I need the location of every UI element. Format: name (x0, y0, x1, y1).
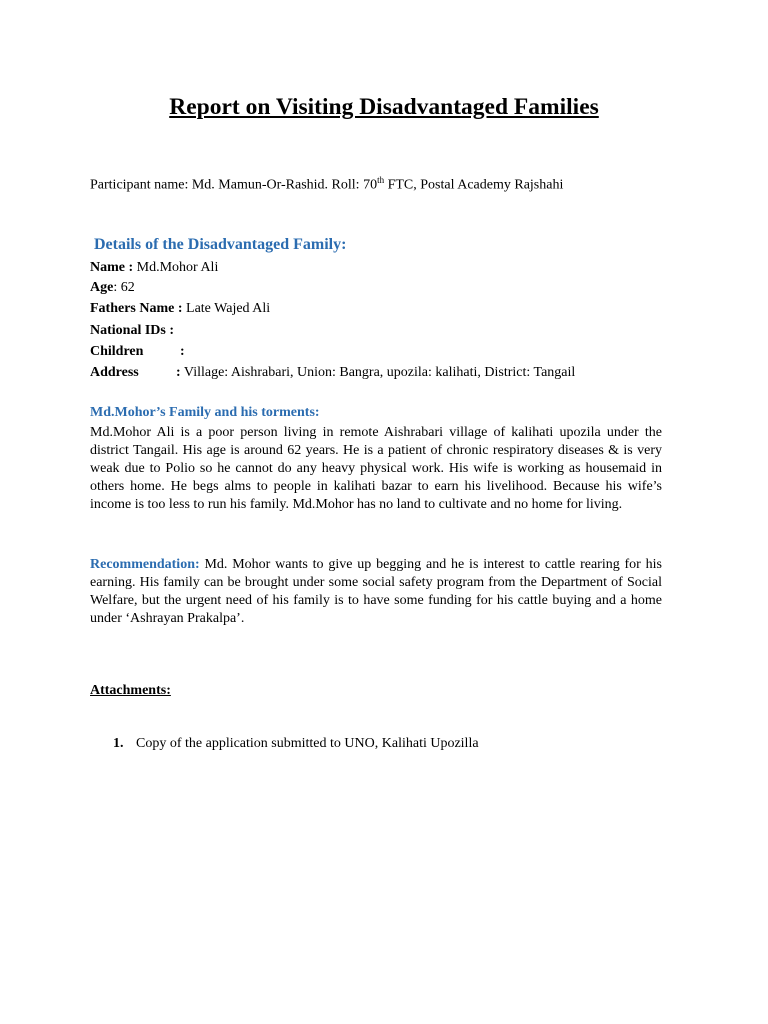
address-row (90, 365, 139, 381)
children-row (90, 344, 143, 360)
attachment-item-number: 1. (113, 736, 124, 751)
address-value: Village: Aishrabari, Union: Bangra, upozila: kalihati, District: Tangail (180, 365, 576, 380)
age-label: Age (90, 280, 114, 295)
participant-superscript: th (377, 175, 385, 185)
address-colon: : (176, 365, 181, 380)
age-row (90, 280, 135, 296)
national-id-label: National IDs : (90, 323, 175, 338)
address-value-line (176, 365, 575, 381)
father-row (90, 301, 270, 317)
national-id-row (90, 323, 174, 339)
attachments-heading: Attachments: (90, 683, 171, 698)
children-colon: : (180, 344, 185, 359)
children-label: Children (90, 344, 144, 359)
father-label: Fathers Name : (90, 301, 183, 316)
report-title: Report on Visiting Disadvantaged Families (169, 94, 599, 120)
participant-text: Participant name: Md. Mamun-Or-Rashid. Roll: 70 (90, 177, 378, 193)
participant-line (90, 175, 563, 194)
address-label: Address (90, 365, 139, 380)
torments-heading: Md.Mohor’s Family and his torments: (90, 405, 320, 420)
recommendation-paragraph (90, 556, 662, 628)
name-label: Name : (90, 260, 134, 275)
torments-paragraph: Md.Mohor Ali is a poor person living in remote Aishrabari village of kalihati upozila under the district Tangail. His age is around 62 years. He is a patient of chronic respiratory diseases & is very weak due to Polio so he cannot do any heavy physical work. His wife is working as housemaid in others home. He begs alms to people in kalihati bazar to earn his livelihood. Because his wife’s income is too less to run his family. Md.Mohor has no land to cultivate and no home for living. (90, 425, 662, 512)
attachment-item-text: Copy of the application submitted to UNO, Kalihati Upozilla (136, 736, 479, 751)
recommendation-label: Recommendation: (90, 557, 200, 572)
details-heading: Details of the Disadvantaged Family: (94, 236, 347, 253)
participant-suffix: FTC, Postal Academy Rajshahi (384, 177, 564, 193)
recommendation-text: Md. Mohor wants to give up begging and he is interest to cattle rearing for his earning. His family can be brought under some social safety program from the Department of Social Welfare, but the urgent need of his family is to have some funding for his cattle buying and a home under ‘Ashrayan Prakalpa’. (90, 557, 662, 626)
name-value: Md.Mohor Ali (133, 260, 219, 275)
age-value: : 62 (113, 280, 135, 295)
name-row (90, 260, 218, 276)
father-value: Late Wajed Ali (182, 301, 271, 316)
